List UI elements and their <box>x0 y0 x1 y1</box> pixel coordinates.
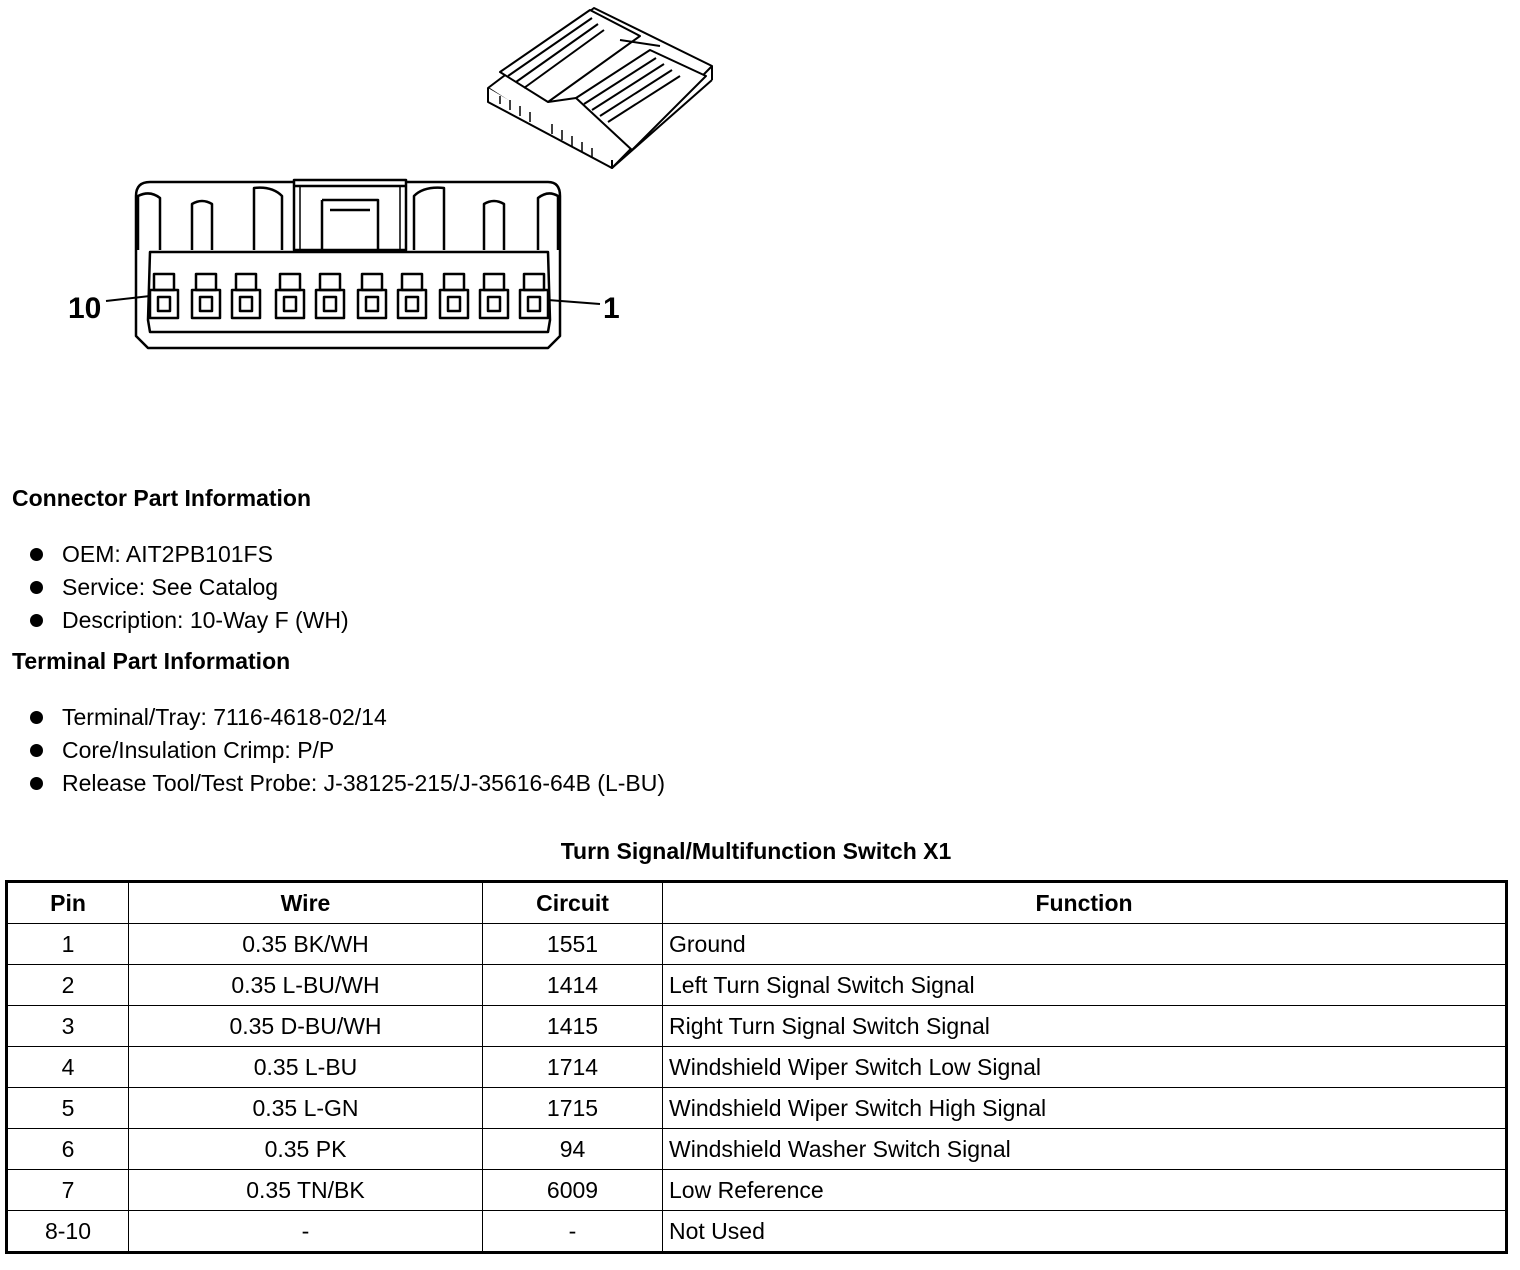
table-row <box>7 1047 1507 1088</box>
cell-wire: 0.35 TN/BK <box>129 1170 483 1211</box>
connector-isometric-illustration <box>488 8 712 168</box>
pin-cavity-6 <box>316 274 344 318</box>
bullet-icon <box>30 744 43 757</box>
pin-cavity-9 <box>192 274 220 318</box>
table-row <box>7 1006 1507 1047</box>
cell-circuit: 6009 <box>483 1170 663 1211</box>
cell-circuit: 1551 <box>483 924 663 965</box>
header-wire: Wire <box>129 882 483 924</box>
pin-cavity-1 <box>520 274 548 318</box>
cell-function: Windshield Wiper Switch Low Signal <box>663 1047 1507 1088</box>
table-row <box>7 1088 1507 1129</box>
terminal-release-tool: Release Tool/Test Probe: J-38125-215/J-35616-64B (L-BU) <box>62 770 666 796</box>
bullet-icon <box>30 777 43 790</box>
cell-circuit: 1715 <box>483 1088 663 1129</box>
pin-label-1: 1 <box>603 292 620 325</box>
cell-circuit: 94 <box>483 1129 663 1170</box>
bullet-icon <box>30 614 43 627</box>
cell-function: Not Used <box>663 1211 1507 1253</box>
cell-pin: 6 <box>7 1129 129 1170</box>
cell-function: Windshield Washer Switch Signal <box>663 1129 1507 1170</box>
pin-label-10: 10 <box>68 292 102 325</box>
cell-circuit: 1714 <box>483 1047 663 1088</box>
cell-pin: 8-10 <box>7 1211 129 1253</box>
cell-circuit: - <box>483 1211 663 1253</box>
pin-cavity-2 <box>480 274 508 318</box>
header-function: Function <box>663 882 1507 924</box>
list-item <box>30 734 665 767</box>
terminal-crimp: Core/Insulation Crimp: P/P <box>62 737 335 763</box>
cell-wire: - <box>129 1211 483 1253</box>
list-item <box>30 701 665 734</box>
pin-cavity-10 <box>150 274 178 318</box>
table-row <box>7 965 1507 1006</box>
pin-cavity-8 <box>232 274 260 318</box>
list-item <box>30 604 349 637</box>
list-item <box>30 767 665 800</box>
leader-line-pin-1 <box>548 300 600 304</box>
table-title: Turn Signal/Multifunction Switch X1 <box>560 838 952 864</box>
terminal-tray: Terminal/Tray: 7116-4618-02/14 <box>62 704 387 730</box>
cell-function: Left Turn Signal Switch Signal <box>663 965 1507 1006</box>
cell-pin: 7 <box>7 1170 129 1211</box>
list-item <box>30 538 349 571</box>
bullet-icon <box>30 711 43 724</box>
connector-front-face <box>106 180 600 348</box>
pin-cavity-3 <box>440 274 468 318</box>
cell-pin: 5 <box>7 1088 129 1129</box>
connector-part-info-list <box>30 538 349 637</box>
cell-wire: 0.35 D-BU/WH <box>129 1006 483 1047</box>
cell-pin: 4 <box>7 1047 129 1088</box>
header-circuit: Circuit <box>483 882 663 924</box>
table-row <box>7 924 1507 965</box>
cell-function: Ground <box>663 924 1507 965</box>
pin-cavity-4 <box>398 274 426 318</box>
bullet-icon <box>30 548 43 561</box>
pin-cavity-7 <box>276 274 304 318</box>
header-pin: Pin <box>7 882 129 924</box>
cell-wire: 0.35 BK/WH <box>129 924 483 965</box>
cell-wire: 0.35 L-BU/WH <box>129 965 483 1006</box>
table-row <box>7 1129 1507 1170</box>
cell-wire: 0.35 PK <box>129 1129 483 1170</box>
cell-function: Windshield Wiper Switch High Signal <box>663 1088 1507 1129</box>
bullet-icon <box>30 581 43 594</box>
cell-pin: 1 <box>7 924 129 965</box>
cell-circuit: 1415 <box>483 1006 663 1047</box>
pin-cavity-5 <box>358 274 386 318</box>
leader-line-pin-10 <box>106 296 150 301</box>
terminal-part-info-heading: Terminal Part Information <box>12 648 291 674</box>
pinout-table <box>5 880 1508 1254</box>
pin-cavities <box>150 274 548 318</box>
cell-pin: 3 <box>7 1006 129 1047</box>
connector-oem: OEM: AIT2PB101FS <box>62 541 273 567</box>
cell-wire: 0.35 L-GN <box>129 1088 483 1129</box>
cell-wire: 0.35 L-BU <box>129 1047 483 1088</box>
cell-function: Low Reference <box>663 1170 1507 1211</box>
list-item <box>30 571 349 604</box>
table-row <box>7 1170 1507 1211</box>
table-header-row <box>7 882 1507 924</box>
connector-diagram <box>0 0 720 380</box>
connector-part-info-heading: Connector Part Information <box>12 485 312 511</box>
connector-description: Description: 10-Way F (WH) <box>62 607 349 633</box>
terminal-part-info-list <box>30 701 665 800</box>
table-row <box>7 1211 1507 1253</box>
cell-pin: 2 <box>7 965 129 1006</box>
connector-service: Service: See Catalog <box>62 574 279 600</box>
cell-function: Right Turn Signal Switch Signal <box>663 1006 1507 1047</box>
cell-circuit: 1414 <box>483 965 663 1006</box>
